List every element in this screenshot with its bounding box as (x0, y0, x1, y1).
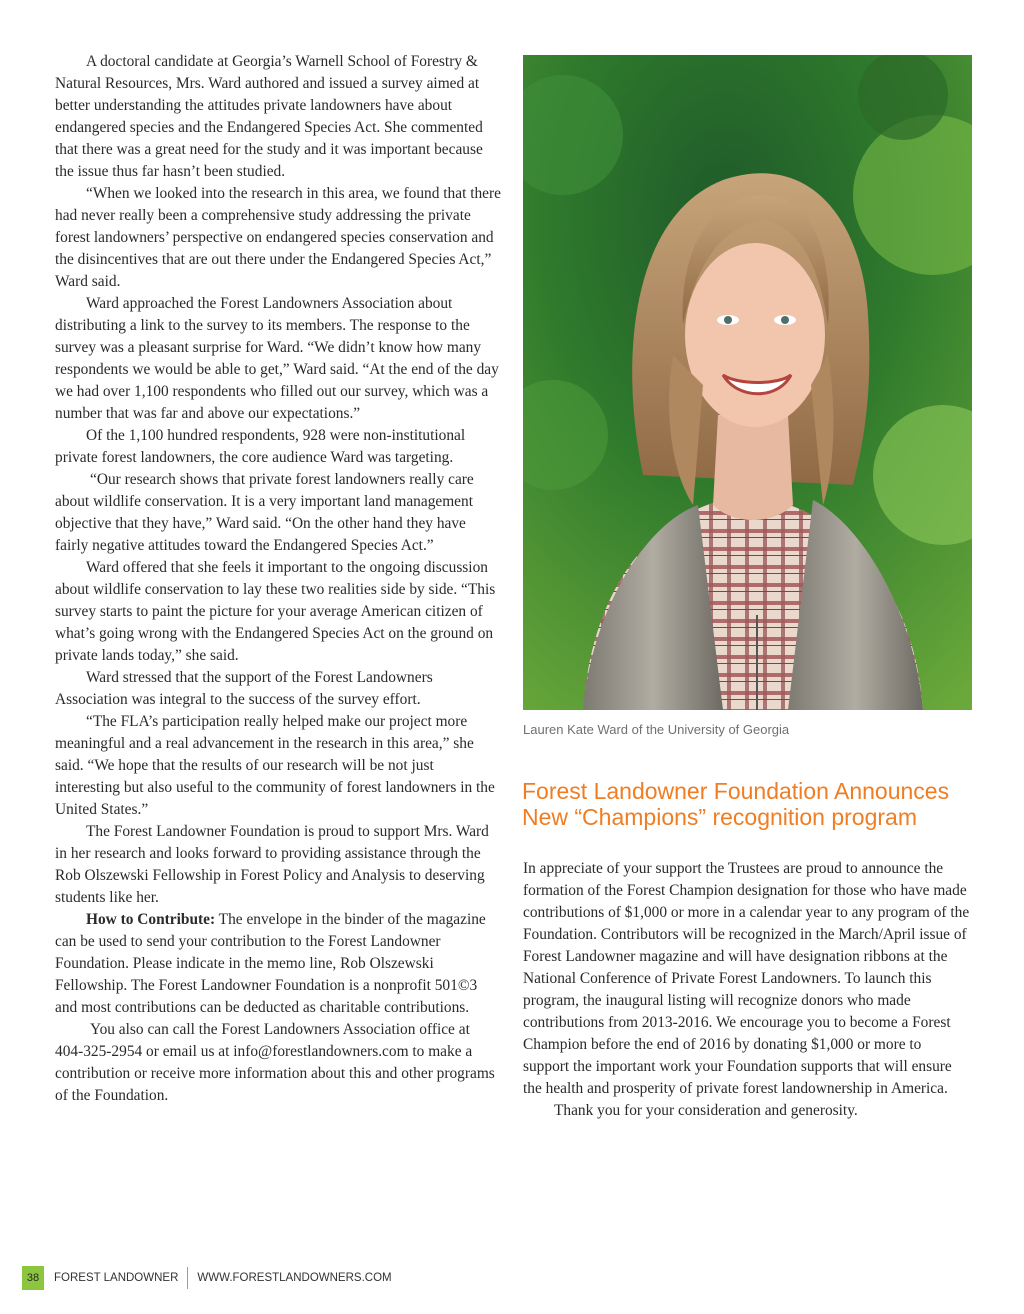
footer-divider (187, 1267, 188, 1289)
page-footer (22, 1266, 392, 1290)
contribute-paragraph (55, 909, 501, 1019)
article-paragraph: “Our research shows that private forest landowners really care about wildlife conservation. It is a very important land management objective that they have,” Ward said. “On the other hand they have fairly negative attitudes toward the Endangered Species Act.” (55, 471, 474, 554)
sidebar-thanks: Thank you for your consideration and generosity. (554, 1102, 858, 1119)
sidebar-headline: Forest Landowner Foundation Announces New “Champions” recognition program (522, 778, 950, 830)
page-number: 38 (22, 1266, 44, 1290)
article-paragraph: Ward approached the Forest Landowners Association about distributing a link to the survey to its members. The response to the survey was a pleasant surprise for Ward. “We didn’t know how many respondents we would be able to get,” Ward said. “At the end of the day we had over 1,100 respondents who filled out our survey, which was a number that was far and above our expectations.” (55, 295, 499, 422)
sidebar-paragraph: In appreciate of your support the Trustees are proud to announce the formation of the Forest Champion designation for those who have made contributions of $1,000 or more in a calendar year to any program of the Foundation. Contributors will be recognized in the March/April issue of Forest Landowner magazine and will have designation ribbons at the National Conference of Private Forest Landowners. To launch this program, the inaugural listing will recognize donors who made contributions from 2013-2016. We encourage you to become a Forest Champion before the end of 2016 by donating $1,000 or more to support the important work your Foundation supports that will ensure the health and prosperity of private forest landownership in America. (523, 860, 970, 1097)
article-body (55, 51, 501, 1107)
article-paragraph: A doctoral candidate at Georgia’s Warnell School of Forestry & Natural Resources, Mrs. Ward authored and issued a survey aimed at better understanding the attitudes private landowners have about endangered species and the Endangered Species Act. She commented that there was a great need for the study and it was important because the issue thus far hasn’t been studied. (55, 53, 483, 180)
article-paragraph: Of the 1,100 hundred respondents, 928 were non-institutional private forest landowners, the core audience Ward was targeting. (55, 427, 466, 466)
sidebar-body (523, 858, 971, 1122)
portrait-photo (523, 55, 972, 710)
magazine-name: FOREST LANDOWNER (54, 1272, 179, 1284)
article-paragraph: Ward offered that she feels it important to the ongoing discussion about wildlife conservation to lay these two realities side by side. “This survey starts to paint the picture for your average American citizen of what’s going wrong with the Endangered Species Act on the ground on private lands today,” she said. (55, 559, 496, 664)
article-paragraph: Ward stressed that the support of the Forest Landowners Association was integral to the success of the survey effort. (55, 669, 433, 708)
contribute-label: How to Contribute: (86, 911, 216, 928)
article-paragraph: The Forest Landowner Foundation is proud to support Mrs. Ward in her research and looks forward to providing assistance through the Rob Olszewski Fellowship in Forest Policy and Analysis to deserving students like her. (55, 823, 489, 906)
photo-caption: Lauren Kate Ward of the University of Georgia (523, 722, 790, 737)
article-paragraph: “When we looked into the research in this area, we found that there had never really been a comprehensive study addressing the private forest landowners’ perspective on endangered species conservation and the disincentives that are out there under the Endangered Species Act,” Ward said. (55, 185, 501, 290)
closing-paragraph: You also can call the Forest Landowners Association office at 404-325-2954 or email us at info@forestlandowners.com to make a contribution or receive more information about this and other programs of the Foundation. (55, 1021, 495, 1104)
website-link[interactable]: WWW.FORESTLANDOWNERS.COM (197, 1272, 392, 1284)
portrait-illustration (523, 55, 972, 710)
article-paragraph: “The FLA’s participation really helped make our project more meaningful and a real advancement in the research in this area,” she said. “We hope that the results of our research will be not just interesting but also useful to the community of forest landowners in the United States.” (55, 713, 495, 818)
contribute-text: The envelope in the binder of the magazine can be used to send your contribution to the Forest Landowner Foundation. Please indicate in the memo line, Rob Olszewski Fellowship. The Forest Landowner Foundation is a nonprofit 501©3 and most contributions can be deducted as charitable contributions. (55, 911, 486, 1016)
